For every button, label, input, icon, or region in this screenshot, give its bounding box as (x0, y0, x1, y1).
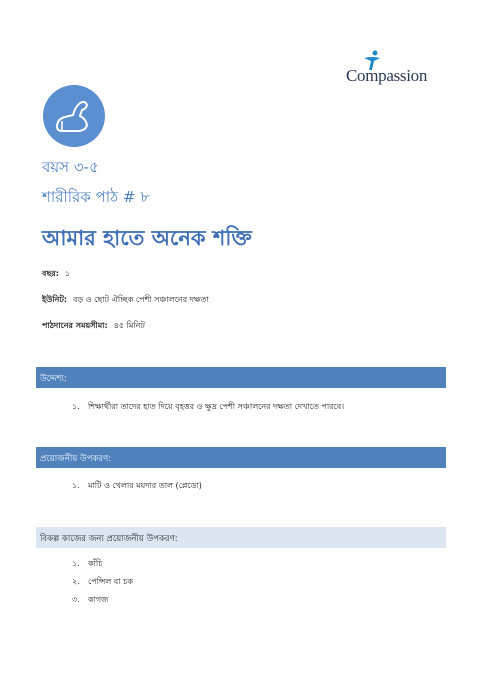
year-label: বছর: (42, 269, 59, 278)
list-text: কাগজ (88, 595, 109, 604)
list-number: ৩. (72, 595, 80, 604)
age-range: বয়স ৩-৫ (42, 158, 99, 176)
list-text: পেন্সিল বা চক (88, 577, 133, 586)
compassion-logo (346, 50, 446, 92)
year-row (42, 268, 70, 281)
list-item (72, 594, 108, 607)
list-item (72, 480, 202, 493)
objective-heading: উদ্দেশ্য: (36, 367, 446, 388)
list-number: ২. (72, 577, 80, 586)
list-item (72, 576, 133, 589)
list-number: ১. (72, 481, 80, 490)
unit-row (42, 294, 209, 307)
duration-row (42, 320, 145, 333)
duration-label: পাঠদানের সময়সীমা: (42, 321, 108, 330)
list-number: ১. (72, 402, 80, 411)
list-number: ১. (72, 559, 80, 568)
list-item (72, 401, 344, 414)
year-value: ১ (64, 269, 71, 278)
list-text: কাঁচি (88, 559, 103, 568)
flexed-arm-icon (53, 97, 95, 135)
page-title: আমার হাতে অনেক শক্তি (42, 226, 252, 250)
lesson-number: শারীরিক পাঠ # ৮ (42, 188, 150, 206)
unit-label: ইউনিট: (42, 295, 68, 304)
duration-value: ৪৫ মিনিট (113, 321, 145, 330)
unit-value: বড় ও ছোট ঐচ্ছিক পেশী সঞ্চালনের দক্ষতা (73, 295, 209, 304)
physical-lesson-badge (43, 85, 105, 147)
logo-text: Compassion (346, 66, 428, 85)
list-item (72, 558, 103, 571)
alt-materials-heading: বিকল্প কাজের জন্য প্রয়োজনীয় উপকরণ: (36, 527, 446, 548)
list-text: মাটি ও খেলার ময়দার তাল (প্লেডো) (88, 481, 202, 490)
materials-heading: প্রয়োজনীয় উপকরণ: (36, 447, 446, 468)
list-text: শিক্ষার্থীরা তাদের হাত দিয়ে বৃহত্তর ও ক্ষুদ্র পেশী সঞ্চালনের দক্ষতা দেখাতে পারবে। (88, 402, 345, 411)
